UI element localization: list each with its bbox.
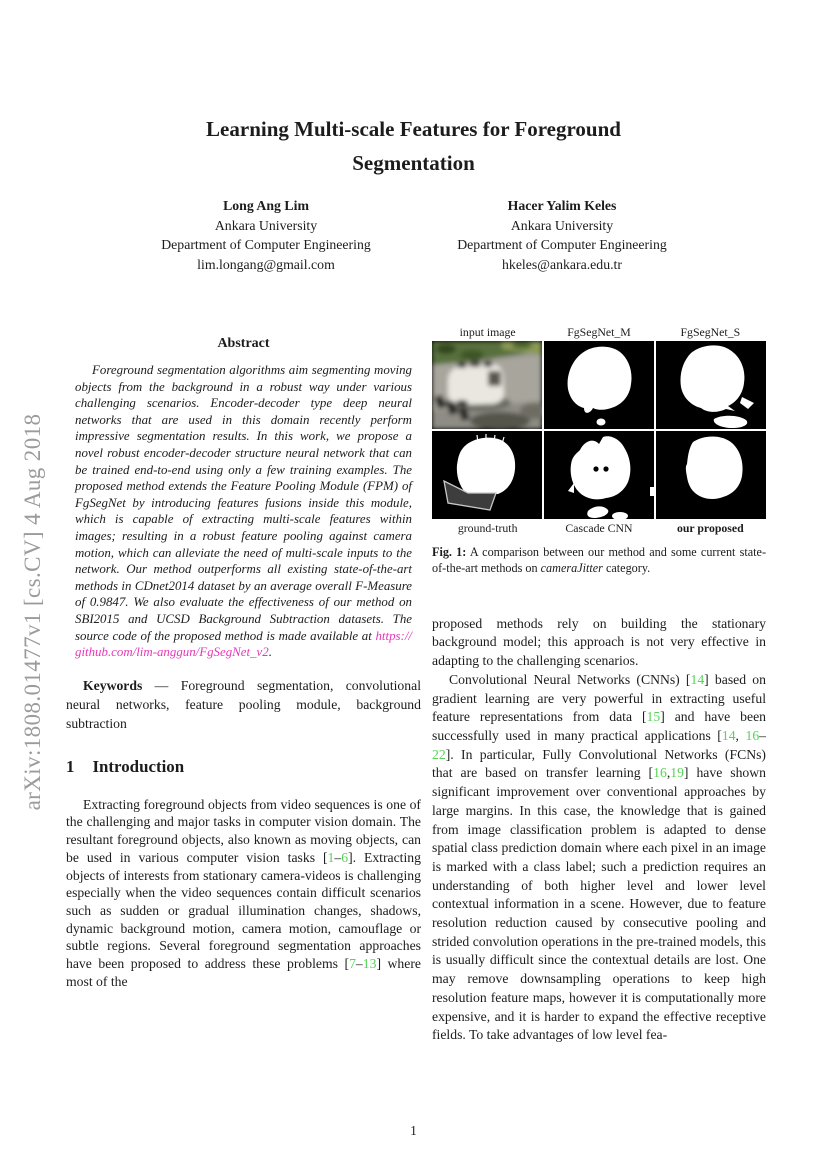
text-segment: Foreground segmentation algorithms aim segmenting moving objects from the background in a robust way under various challenging scenarios. Encoder-decoder type deep neural networks that are used in this domain recently perform impressive segmentation results. In this work, we propose a novel robust encoder-decoder structure neural network that can be trained end-to-end using only a few training examples. The proposed method extends the Feature Pooling Module (FPM) of FgSegNet by introducing features fusions inside this module, which is capable of extracting multi-scale features within images; resulting in a robust feature pooling against camera motion, which can alleviate the need of multi-scale inputs to the network. Our method outperforms all existing state-of-the-art methods in CDnet2014 dataset by an average overall F-Measure of 0.9847. We also evaluate the effectiveness of our method on SBI2015 and UCSD Background Subtraction datasets. The source code of the proposed method is made available at	[75, 363, 412, 643]
text-segment: ] have shown significant improvement over conventional approaches by large margins. In this case, the knowledge that is gained from image classification problem is adapted to dense spatial class prediction domain where each pixel in an image is marked with a class label; such a prediction requires an understanding of both higher level and lower level contextual information in a scene. However, due to feature resolution reduction caused by consecutive pooling and strided convolution operations in the pre-trained models, this is usually difficult since the contextual details are lost. One may remove downsampling operations to keep high resolution feature maps, however it is computationally more expensive, and it is harder to expand the effective receptive fields. To take advantages of low level fea-	[432, 765, 767, 1043]
figure-bottom-labels	[432, 519, 766, 535]
citation-link[interactable]: 1	[327, 849, 335, 865]
text-segment: ]. In particular, Fully Convolutional Networks (FCNs) that are based on transfer learning [	[432, 746, 766, 781]
label-our-proposed: our proposed	[676, 521, 744, 535]
section-heading	[66, 757, 421, 777]
text-segment: category.	[602, 560, 651, 575]
paper-title	[0, 112, 827, 180]
figure-panel-input-image	[432, 341, 542, 429]
citation-link[interactable]: 6	[341, 849, 349, 865]
text-segment: A comparison between our method and some current state-of-the-art methods on	[432, 545, 767, 575]
text-segment: cameraJitter	[540, 560, 603, 575]
label-input-image: input image	[459, 325, 516, 339]
text-segment: ] based on gradient learning are very powerful in extracting useful feature representations from data [	[432, 671, 766, 725]
author-affiliation: Ankara University	[510, 217, 614, 233]
body-paragraph-1	[432, 615, 766, 671]
author-name: Long Ang Lim	[223, 198, 309, 213]
text-segment: Convolutional Neural Networks (CNNs) [	[449, 671, 691, 687]
figure-panel-fgsegnet-m	[544, 341, 654, 429]
text-segment: — Foreground segmentation, convolutional neural networks, feature pooling module, background subtraction	[66, 677, 421, 731]
figure-caption	[432, 545, 766, 577]
text-segment: ,	[666, 765, 671, 781]
section-number: 1	[66, 756, 75, 776]
abstract-heading: Abstract	[217, 336, 270, 351]
figure-panel-ground-truth	[432, 431, 542, 519]
input-image	[432, 341, 542, 429]
author-department: Department of Computer Engineering	[161, 237, 371, 252]
text-segment: ,	[735, 728, 746, 743]
page-number: 1	[410, 1123, 417, 1138]
right-column	[432, 326, 766, 1045]
fgsegnet-s-mask	[656, 341, 766, 429]
citation-link[interactable]: 14	[721, 728, 736, 743]
fgsegnet-m-mask	[544, 341, 654, 429]
ground-truth-mask	[432, 431, 542, 519]
figure-grid	[432, 341, 766, 519]
label-ground-truth: ground-truth	[457, 521, 518, 535]
text-segment: –	[355, 956, 363, 972]
figure-panel-cascade-cnn	[544, 431, 654, 519]
citation-link[interactable]: 19	[670, 765, 684, 781]
label-fgsegnet-s: FgSegNet_S	[680, 325, 741, 339]
author-department: Department of Computer Engineering	[457, 237, 667, 252]
citation-link[interactable]: 13	[362, 956, 377, 972]
author-email: hkeles@ankara.edu.tr	[502, 256, 622, 272]
figure-top-labels	[432, 326, 766, 341]
text-segment: –	[759, 728, 766, 743]
text-segment: ] and have been successfully used in many practical applications [	[432, 709, 767, 743]
label-cascade-cnn: Cascade CNN	[565, 521, 633, 535]
author-name: Hacer Yalim Keles	[507, 198, 617, 213]
author-email: lim.longang@gmail.com	[197, 256, 335, 272]
text-segment: ]. Extracting objects of interests from stationary camera-videos is challenging especially when the video sequences contain difficult scenarios such as sudden or gradual illumination changes, shadows, dynamic background motion, camera motion, camouflage or subtle regions. Several foreground segmentation approaches have been proposed to address these problems [	[66, 849, 421, 972]
citation-link[interactable]: 22	[432, 746, 446, 762]
label-fgsegnet-m: FgSegNet_M	[567, 325, 631, 339]
figure-panel-our-proposed	[656, 431, 766, 519]
text-segment: proposed methods rely on building the stationary background model; this approach is not very effective in adapting to the challenging scenarios.	[432, 615, 766, 669]
figure-1	[432, 326, 766, 577]
title-line-1: Learning Multi-scale Features for Foreground	[206, 117, 621, 141]
citation-link[interactable]: 16	[653, 765, 667, 781]
text-segment: .	[268, 645, 272, 660]
text-segment: Fig. 1:	[432, 545, 467, 559]
citation-link[interactable]: 14	[690, 671, 705, 687]
author-block-2	[414, 196, 710, 274]
arxiv-watermark: arXiv:1808.01477v1 [cs.CV] 4 Aug 2018	[20, 413, 45, 811]
author-blocks	[118, 196, 710, 274]
our-proposed-mask	[656, 431, 766, 519]
citation-link[interactable]: 7	[349, 956, 356, 972]
text-segment: –	[334, 849, 342, 865]
abstract-text	[66, 362, 421, 661]
citation-link[interactable]: 16	[745, 728, 760, 743]
author-affiliation: Ankara University	[214, 217, 318, 233]
author-block-1	[118, 196, 414, 274]
cascade-cnn-mask	[544, 431, 654, 519]
keywords-text	[66, 676, 421, 733]
citation-link[interactable]: 15	[646, 709, 661, 725]
github-link[interactable]: https://github.com/lim-anggun/FgSegNet_v2	[75, 628, 412, 660]
text-segment: Extracting foreground objects from video sequences is one of the challenging and major tasks in computer vision domain. The resultant foreground objects, also known as moving objects, can be used in various computer vision tasks [	[66, 796, 421, 865]
left-column	[66, 330, 421, 990]
figure-panel-fgsegnet-s	[656, 341, 766, 429]
intro-paragraph	[66, 796, 421, 991]
text-segment: ] where most of the	[66, 956, 421, 989]
body-paragraph-2	[432, 671, 766, 1045]
text-segment: Keywords	[83, 677, 143, 693]
section-title: Introduction	[92, 756, 185, 776]
title-line-2: Segmentation	[352, 151, 475, 176]
